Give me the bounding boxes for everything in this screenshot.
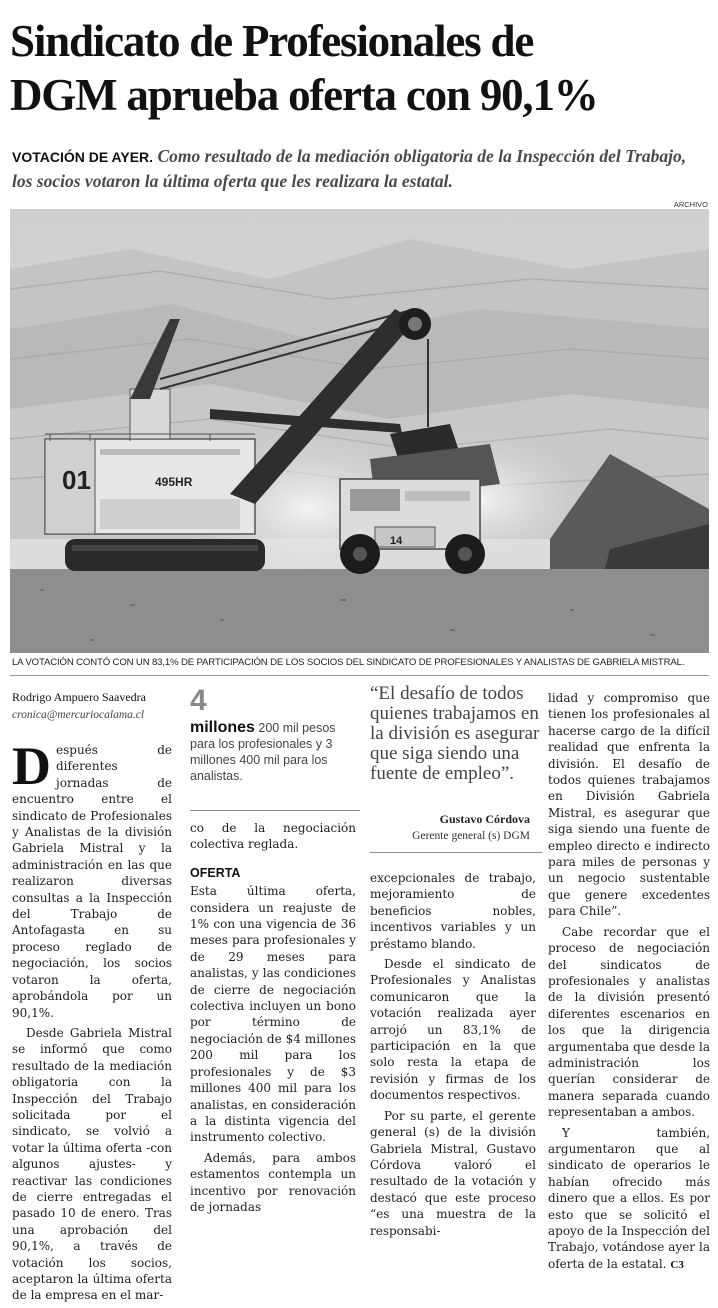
stat-number: 4 bbox=[190, 684, 207, 717]
article-paragraph: Esta última oferta, considera un reajuste de 1% con una vigencia de 36 meses para profesionales y de 29 meses para analistas, y las condiciones de cierre de negociación colectiva incluyen un bono por término de negociación de $4 millones 200 mil para los profesionales y de $3 millones 400 mil para los analistas, en consideración a la distinta vigencia del instrumento colectivo. bbox=[190, 884, 356, 1145]
article-paragraph: Por su parte, el gerente general (s) de la división Gabriela Mistral, Gustavo Córdova valoró el resultado de la votación y destacó que este proceso “es una muestra de la responsabi- bbox=[370, 1108, 536, 1238]
subhead-oferta: OFERTA bbox=[190, 865, 241, 880]
article-column-3 bbox=[370, 870, 536, 1243]
pull-quote: “El desafío de todos quienes trabajamos en la división es asegurar que siga siendo una fuente de empleo”. bbox=[370, 683, 540, 784]
headline-line-1: Sindicato de Profesionales de bbox=[10, 16, 534, 66]
stat-text: 200 mil pesos para los profesionales y 3 millones 400 mil para los analistas. bbox=[190, 721, 336, 783]
article-paragraph: Además, para ambos estamentos contempla un incentivo por renovación de jornadas bbox=[190, 1150, 356, 1214]
deck-text: Como resultado de la mediación obligatoria de la Inspección del Trabajo, los socios votaron la última oferta que les realizara la estatal. bbox=[12, 146, 687, 191]
article-column-2 bbox=[190, 820, 356, 1219]
article-paragraph: Desde el sindicato de Profesionales y Analistas comunicaron que la votación realizada ayer arrojó un 83,1% de participación en la que solo resta la etapa de revisión y firmas de los documentos respectivos. bbox=[370, 957, 536, 1103]
article-paragraph: Y también, argumentaron que al sindicato de operarios le habían ofrecido más dinero que a ellos. Es por esto que se solicitó el apoyo de la Inspección del Trabajo, votándose ayer la oferta de la estatal. bbox=[548, 1125, 710, 1271]
stat-box bbox=[190, 720, 360, 784]
mining-photo-illustration bbox=[10, 209, 709, 653]
article-paragraph: co de la negociación colectiva reglada. bbox=[190, 821, 356, 852]
article-paragraph: Cabe recordar que el proceso de negociación del sindicatos de profesionales y analistas de la división presentó diferentes escenarios en los que la dirigencia argumentaba que desde la administración los querían considerar de manera separada cuando representaban a ambos. bbox=[548, 924, 710, 1120]
stat-divider bbox=[190, 810, 360, 811]
photo-caption: LA VOTACIÓN CONTÓ CON UN 83,1% DE PARTICIPACIÓN DE LOS SOCIOS DEL SINDICATO DE PROFESIONALES Y ANALISTAS DE GABRIELA MISTRAL. bbox=[12, 657, 685, 668]
photo-credit: ARCHIVO bbox=[673, 200, 708, 209]
byline-email: cronica@mercuriocalama.cl bbox=[12, 709, 145, 721]
article-paragraph: lidad y compromiso que tienen los profesionales al hacerse cargo de la difícil realidad que enfrenta la división. El desafío de todos quienes trabajamos en División Gabriela Mistral, es asegurar que siga siendo una fuente de empleo directo e indirecto para miles de personas y un negocio sustentable que genere excedentes para Chile”. bbox=[548, 691, 710, 919]
article-paragraph: excepcionales de trabajo, mejoramiento de beneficios nobles, incentivos variables y un préstamo blando. bbox=[370, 871, 536, 951]
quote-author: Gustavo Córdova bbox=[439, 812, 530, 826]
article-paragraph: Desde Gabriela Mistral se informó que como resultado de la mediación obligatoria con la Inspección del Trabajo solicitada por el sindicato, se volvió a votar la última oferta -con algunos ajustes- y reactivar las condiciones de cierre entregadas el pasado 10 de enero. Tras una aprobación del 90,1%, a través de votación los socios, aceptaron la última oferta de la empresa en el mar- bbox=[12, 1025, 172, 1303]
byline-name: Rodrigo Ampuero Saavedra bbox=[12, 690, 146, 704]
stat-unit: millones bbox=[190, 719, 255, 736]
truck-number: 14 bbox=[390, 535, 403, 547]
photo bbox=[10, 209, 709, 653]
quote-divider bbox=[370, 852, 542, 853]
headline bbox=[10, 14, 710, 122]
dropcap: D bbox=[12, 736, 51, 796]
article-paragraph: espués de diferentes jornadas de encuentro entre el sindicato de Profesionales y Analistas de la división Gabriela Mistral y la administración en las que realizaron diversas consultas a la Inspección del Trabajo de Antofagasta en su proceso reglado de negociación, los socios votaron la oferta, aprobándola por un 90,1%. bbox=[12, 743, 172, 1020]
deck-label: VOTACIÓN DE AYER. bbox=[12, 149, 154, 165]
quote-role: Gerente general (s) DGM bbox=[412, 830, 530, 842]
shovel-number: 01 bbox=[62, 465, 91, 495]
article-column-4 bbox=[548, 690, 710, 1277]
caption-divider bbox=[10, 675, 709, 676]
headline-line-2: DGM aprueba oferta con 90,1% bbox=[10, 70, 598, 120]
deck bbox=[12, 144, 708, 193]
shovel-model: 495HR bbox=[155, 475, 193, 489]
end-mark: C3 bbox=[670, 1258, 684, 1271]
article-column-1 bbox=[12, 736, 172, 1308]
